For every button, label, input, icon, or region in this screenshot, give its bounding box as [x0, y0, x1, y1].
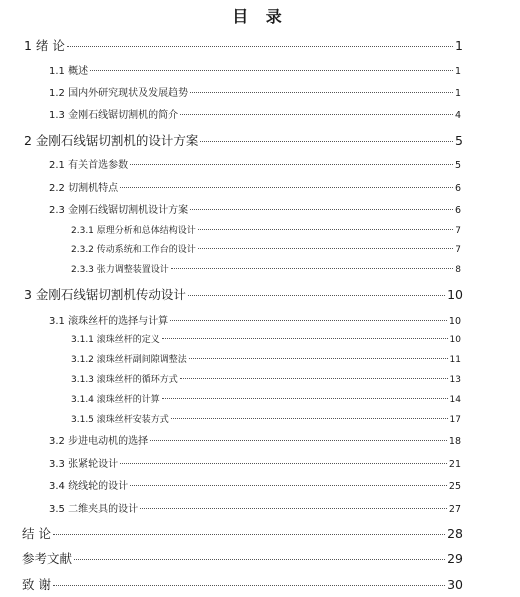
dot-leader [130, 485, 447, 486]
toc-entry [0, 332, 520, 350]
toc-entry-label: 3 金刚石线锯切割机传动设计 [24, 287, 186, 302]
toc-entry-label: 3.1.5 滚珠丝杆安装方式 [71, 415, 169, 425]
dot-leader [130, 164, 453, 165]
dot-leader [190, 209, 453, 210]
dot-leader [120, 187, 453, 188]
toc-entry [0, 575, 520, 593]
toc-entry [0, 84, 520, 102]
toc-entry-label: 2.2 切割机特点 [49, 183, 119, 194]
toc-entry-label: 2.3.2 传动系统和工作台的设计 [71, 245, 196, 255]
toc-entry-page: 28 [447, 526, 463, 541]
dot-leader [171, 268, 454, 269]
toc-entry-page: 5 [454, 160, 461, 171]
toc-entry [0, 392, 520, 410]
toc-entry-page: 14 [449, 395, 461, 405]
dot-leader [162, 398, 448, 399]
toc-entry-label: 参考文献 [22, 551, 73, 566]
toc-entry-page: 11 [449, 355, 461, 365]
toc-entry-label: 1.2 国内外研究现状及发展趋势 [49, 88, 189, 99]
toc-entry [0, 549, 520, 567]
dot-leader [198, 248, 454, 249]
toc-entry [0, 372, 520, 390]
toc-entry-label: 3.2 步进电动机的选择 [49, 436, 149, 447]
dot-leader [190, 92, 453, 93]
toc-entry [0, 179, 520, 197]
toc-entry-label: 3.1 滚珠丝杆的选择与计算 [49, 316, 169, 327]
toc-entry [0, 500, 520, 518]
toc-entry [0, 432, 520, 450]
dot-leader [180, 378, 448, 379]
toc-entry-label: 3.5 二维夹具的设计 [49, 504, 139, 515]
dot-leader [170, 320, 447, 321]
toc-entry [0, 352, 520, 370]
dot-leader [188, 295, 445, 296]
dot-leader [53, 534, 445, 535]
toc-entry-page: 18 [448, 436, 461, 447]
toc-entry-label: 1.1 概述 [49, 66, 89, 77]
toc-entry-page: 13 [449, 375, 461, 385]
toc-entry [0, 242, 520, 260]
toc-entry [0, 285, 520, 303]
toc-entry-page: 6 [454, 183, 461, 194]
toc-entry-label: 3.1.4 滚珠丝杆的计算 [71, 395, 160, 405]
toc-entry-page: 10 [447, 287, 463, 302]
toc-entry [0, 106, 520, 124]
toc-entry-page: 5 [455, 133, 463, 148]
toc-entry-label: 1.3 金刚石线锯切割机的简介 [49, 110, 179, 121]
dot-leader [171, 418, 448, 419]
dot-leader [90, 70, 453, 71]
toc-entry-label: 2.3.1 原理分析和总体结构设计 [71, 226, 196, 236]
toc-entry [0, 223, 520, 241]
toc-entry-label: 2.3.3 张力调整装置设计 [71, 265, 169, 275]
dot-leader [180, 114, 453, 115]
dot-leader [189, 358, 448, 359]
toc-entry-page: 1 [455, 38, 463, 53]
dot-leader [120, 463, 447, 464]
page-title: 目 录 [232, 7, 288, 26]
toc-entry-label: 结 论 [22, 526, 51, 541]
toc-entry-page: 10 [449, 335, 461, 345]
toc-entry-page: 8 [455, 265, 461, 275]
toc-entry-page: 29 [447, 551, 463, 566]
toc-entry-page: 6 [454, 205, 461, 216]
toc-entry-page: 1 [454, 88, 461, 99]
toc-entry [0, 156, 520, 174]
toc-entry-page: 25 [448, 481, 461, 492]
toc-entry-page: 7 [455, 226, 461, 236]
toc-entry [0, 312, 520, 330]
dot-leader [198, 229, 454, 230]
toc-entry-label: 2.1 有关首选参数 [49, 160, 129, 171]
toc-entry-page: 17 [449, 415, 461, 425]
toc-entry-label: 3.4 绕线轮的设计 [49, 481, 129, 492]
toc-entry-label: 2.3 金刚石线锯切割机设计方案 [49, 205, 189, 216]
dot-leader [150, 440, 447, 441]
toc-entry [0, 262, 520, 280]
dot-leader [162, 338, 448, 339]
dot-leader [67, 46, 453, 47]
toc-entry-page: 4 [454, 110, 461, 121]
toc-entry [0, 412, 520, 430]
toc-entry-label: 3.1.2 滚珠丝杆副间隙调整法 [71, 355, 187, 365]
toc-entry [0, 36, 520, 54]
dot-leader [140, 508, 447, 509]
toc-entry [0, 524, 520, 542]
toc-entry-page: 21 [448, 459, 461, 470]
toc-entry-label: 3.1.1 滚珠丝杆的定义 [71, 335, 160, 345]
toc-entry-page: 7 [455, 245, 461, 255]
toc-entry-page: 30 [447, 577, 463, 592]
toc-entry-label: 2 金刚石线锯切割机的设计方案 [24, 133, 199, 148]
toc-entry [0, 62, 520, 80]
toc-entry [0, 455, 520, 473]
toc-entry-page: 1 [454, 66, 461, 77]
toc-entry [0, 131, 520, 149]
dot-leader [200, 141, 453, 142]
toc-entry-page: 27 [448, 504, 461, 515]
toc-entry [0, 477, 520, 495]
toc-entry-label: 1 绪 论 [24, 38, 65, 53]
dot-leader [53, 585, 445, 586]
toc-entry [0, 201, 520, 219]
toc-entry-label: 3.3 张紧轮设计 [49, 459, 119, 470]
toc-entry-page: 10 [448, 316, 461, 327]
toc-entry-label: 3.1.3 滚珠丝杆的循环方式 [71, 375, 178, 385]
dot-leader [74, 559, 445, 560]
toc-entry-label: 致 谢 [22, 577, 51, 592]
